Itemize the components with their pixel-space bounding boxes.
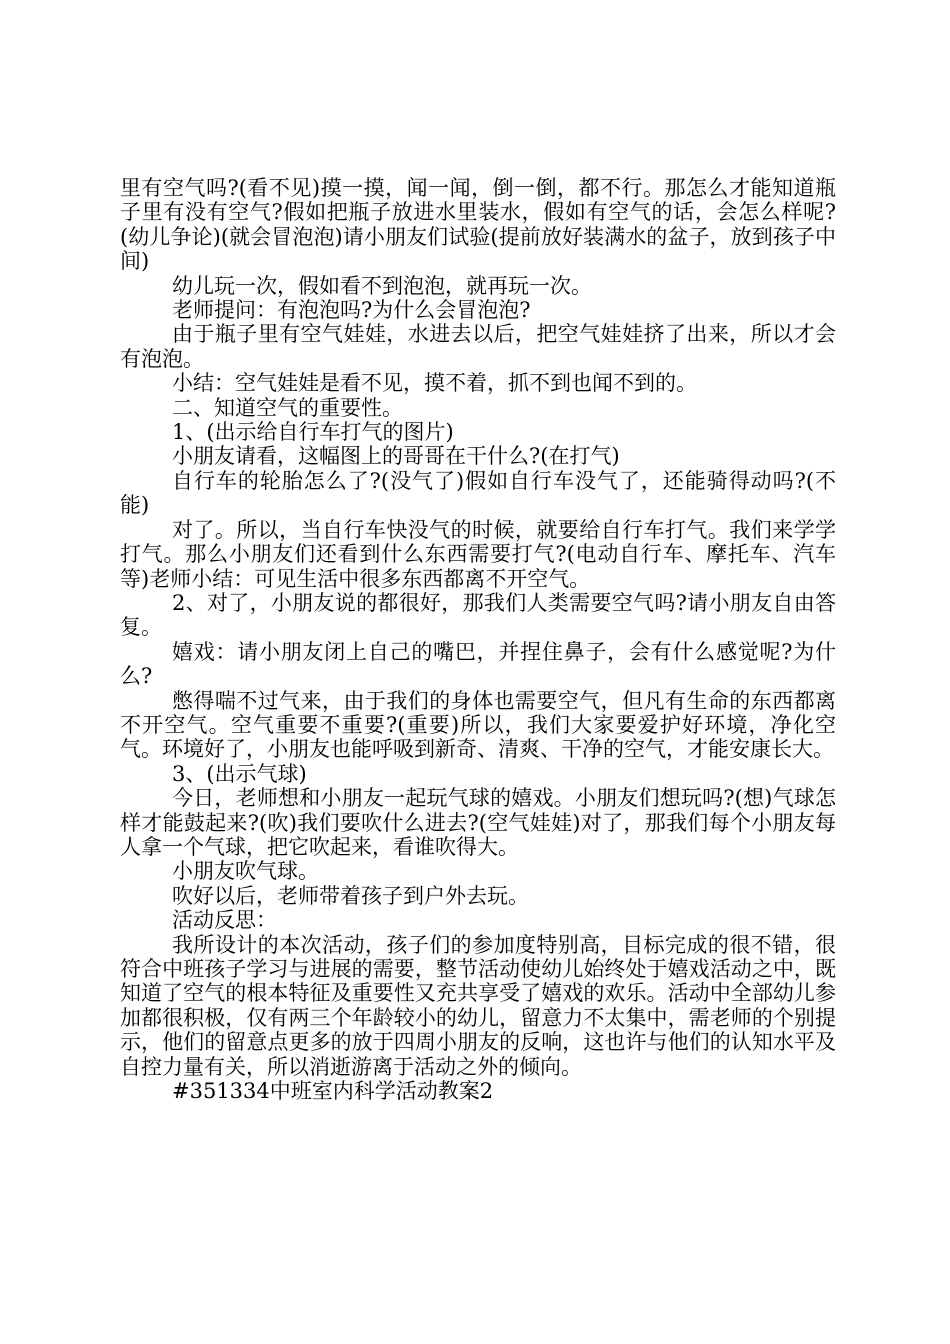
paragraph-12: 嬉戏：请小朋友闭上自己的嘴巴，并捏住鼻子，会有什么感觉呢?为什么? [120,639,836,689]
paragraph-15: 今日，老师想和小朋友一起玩气球的嬉戏。小朋友们想玩吗?(想)气球怎样才能鼓起来?(吹)我们要吹什么进去?(空气娃娃)对了，那我们每个小朋友每人拿一个气球，把它吹起来，看谁吹得大。 [120,786,836,859]
next-section-title: #351334中班室内科学活动教案2 [172,1079,494,1104]
paragraph-7: 1、(出示给自行车打气的图片) [172,420,454,445]
paragraph-16: 小朋友吹气球。 [172,859,319,884]
paragraph-17: 吹好以后，老师带着孩子到户外去玩。 [172,883,529,908]
paragraph-14: 3、(出示气球) [172,761,307,786]
paragraph-1: 里有空气吗?(看不见)摸一摸，闻一闻，倒一倒，都不行。那怎么才能知道瓶子里有没有空气?假如把瓶子放进水里装水，假如有空气的话，会怎么样呢?(幼儿争论)(就会冒泡泡)请小朋友们试验(提前放好装满水的盆子，放到孩子中间) [120,176,836,274]
document-body [120,176,836,1103]
section-heading-2: 二、知道空气的重要性。 [172,395,403,420]
paragraph-8: 小朋友请看，这幅图上的哥哥在干什么?(在打气) [172,444,620,469]
paragraph-9: 自行车的轮胎怎么了?(没气了)假如自行车没气了，还能骑得动吗?(不能) [120,468,836,518]
reflection-paragraph: 我所设计的本次活动，孩子们的参加度特别高，目标完成的很不错，很符合中班孩子学习与进展的需要，整节活动使幼儿始终处于嬉戏活动之中，既知道了空气的根本特征及重要性又充共享受了嬉戏的欢乐。活动中全部幼儿参加都很积极，仅有两三个年龄较小的幼儿，留意力不太集中，需老师的个别提示，他们的留意点更多的放于四周小朋友的反响，这也许与他们的认知水平及自控力量有关，所以消逝游离于活动之外的倾向。 [120,932,836,1079]
paragraph-3: 老师提问：有泡泡吗?为什么会冒泡泡? [172,298,531,323]
paragraph-10: 对了。所以，当自行车快没气的时候，就要给自行车打气。我们来学学打气。那么小朋友们还看到什么东西需要打气?(电动自行车、摩托车、汽车等)老师小结：可见生活中很多东西都离不开空气。 [120,517,836,591]
paragraph-4: 由于瓶子里有空气娃娃，水进去以后，把空气娃娃挤了出来，所以才会有泡泡。 [120,322,836,371]
paragraph-13: 憋得喘不过气来，由于我们的身体也需要空气，但凡有生命的东西都离不开空气。空气重要不重要?(重要)所以，我们大家要爱护好环境，净化空气。环境好了，小朋友也能呼吸到新奇、清爽、干净的空气，才能安康长大。 [120,688,836,762]
paragraph-5: 小结：空气娃娃是看不见，摸不着，抓不到也闻不到的。 [172,371,697,396]
reflection-heading: 活动反思： [172,908,277,933]
paragraph-2: 幼儿玩一次，假如看不到泡泡，就再玩一次。 [172,273,592,298]
paragraph-11: 2、对了，小朋友说的都很好，那我们人类需要空气吗?请小朋友自由答复。 [120,590,836,640]
